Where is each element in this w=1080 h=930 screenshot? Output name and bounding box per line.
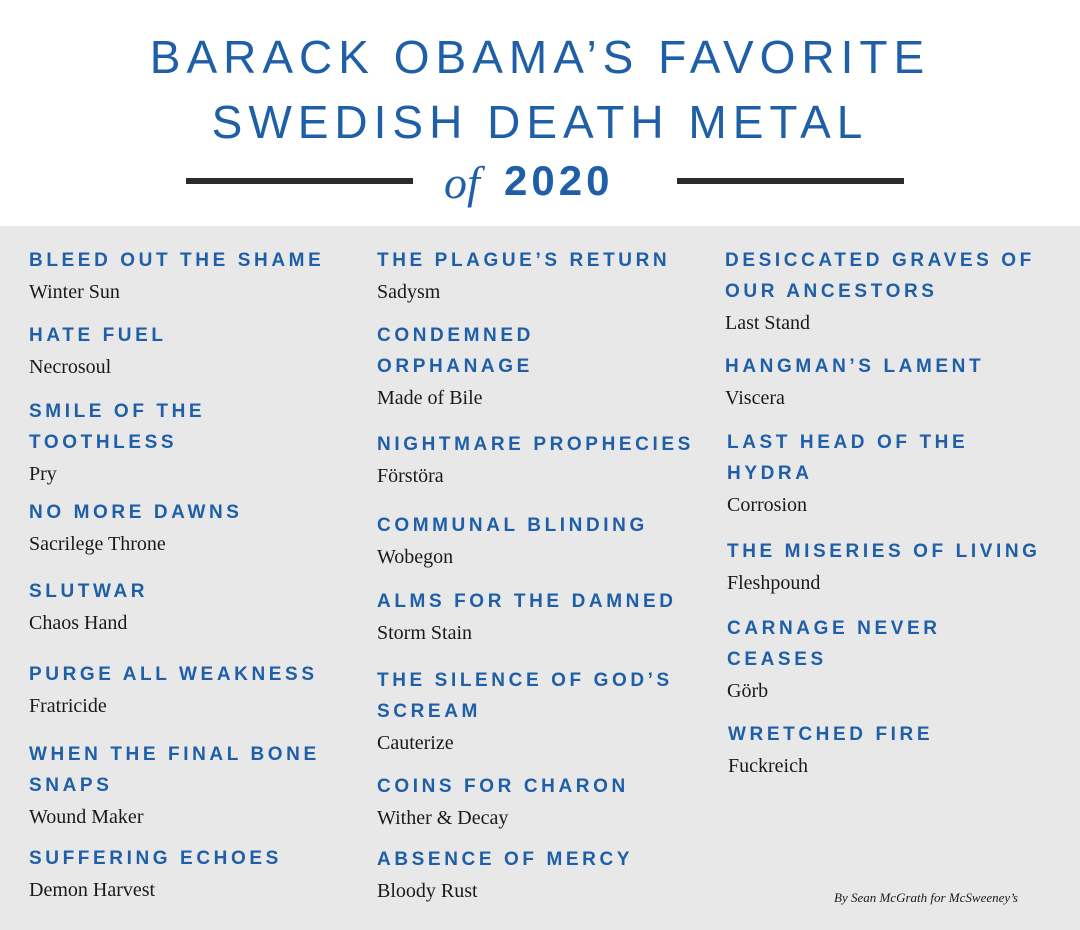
band-name: Corrosion bbox=[727, 494, 807, 516]
band-name: Storm Stain bbox=[377, 622, 473, 644]
list-item bbox=[377, 665, 717, 756]
song-title: DESICCATED GRAVES OF OUR ANCESTORS bbox=[725, 250, 1035, 302]
list-item bbox=[29, 396, 259, 487]
title-of-word: of bbox=[444, 157, 480, 208]
list-item bbox=[377, 320, 617, 411]
right-divider-rule bbox=[677, 178, 904, 184]
band-name: Cauterize bbox=[377, 732, 454, 754]
song-title: CARNAGE NEVER CEASES bbox=[727, 618, 941, 670]
list-item bbox=[29, 576, 369, 636]
list-item bbox=[377, 245, 717, 305]
list-item bbox=[377, 429, 717, 489]
song-title: THE SILENCE OF GOD’S SCREAM bbox=[377, 670, 673, 722]
song-title: BLEED OUT THE SHAME bbox=[29, 250, 325, 271]
band-name: Bloody Rust bbox=[377, 880, 478, 902]
list-item bbox=[377, 771, 717, 831]
band-name: Fuckreich bbox=[728, 755, 808, 777]
band-name: Fleshpound bbox=[727, 572, 821, 594]
list-item bbox=[377, 586, 717, 646]
band-name: Sacrilege Throne bbox=[29, 533, 166, 555]
song-title: WRETCHED FIRE bbox=[728, 724, 934, 745]
band-name: Sadysm bbox=[377, 281, 441, 303]
band-name: Necrosoul bbox=[29, 356, 112, 378]
list-item bbox=[29, 245, 369, 305]
title-header bbox=[0, 0, 1080, 226]
list-item bbox=[727, 427, 997, 518]
band-name: Görb bbox=[727, 680, 769, 702]
list-item bbox=[728, 719, 1068, 779]
song-title: SLUTWAR bbox=[29, 581, 149, 602]
song-title: HATE FUEL bbox=[29, 325, 167, 346]
left-divider-rule bbox=[186, 178, 413, 184]
band-name: Last Stand bbox=[725, 312, 810, 334]
list-item bbox=[29, 320, 369, 380]
byline-credit: By Sean McGrath for McSweeney’s bbox=[834, 890, 1018, 905]
song-title: COMMUNAL BLINDING bbox=[377, 515, 648, 536]
song-title: NO MORE DAWNS bbox=[29, 502, 243, 523]
band-name: Chaos Hand bbox=[29, 612, 128, 634]
band-name: Wound Maker bbox=[29, 806, 144, 828]
band-name: Viscera bbox=[725, 387, 785, 409]
band-name: Wobegon bbox=[377, 546, 454, 568]
song-title: THE MISERIES OF LIVING bbox=[727, 541, 1041, 562]
song-title: COINS FOR CHARON bbox=[377, 776, 629, 797]
list-item bbox=[29, 659, 369, 719]
song-title: THE PLAGUE’S RETURN bbox=[377, 250, 671, 271]
title-line-1: BARACK OBAMA’S FAVORITE bbox=[149, 31, 931, 83]
song-title: CONDEMNED ORPHANAGE bbox=[377, 325, 534, 377]
song-title: ALMS FOR THE DAMNED bbox=[377, 591, 677, 612]
song-title: SUFFERING ECHOES bbox=[29, 848, 282, 869]
song-title: SMILE OF THE TOOTHLESS bbox=[29, 401, 206, 453]
song-title: ABSENCE OF MERCY bbox=[377, 849, 634, 870]
band-name: Made of Bile bbox=[377, 387, 483, 409]
band-name: Förstöra bbox=[377, 465, 444, 487]
band-name: Pry bbox=[29, 463, 57, 485]
band-name: Winter Sun bbox=[29, 281, 120, 303]
list-item bbox=[377, 844, 717, 904]
song-title: HANGMAN’S LAMENT bbox=[725, 356, 985, 377]
list-item bbox=[725, 351, 1065, 411]
list-item bbox=[727, 613, 967, 704]
song-title: WHEN THE FINAL BONE SNAPS bbox=[29, 744, 320, 796]
song-title: NIGHTMARE PROPHECIES bbox=[377, 434, 694, 455]
band-name: Wither & Decay bbox=[377, 807, 509, 829]
list-item bbox=[727, 536, 1067, 596]
title-line-2: SWEDISH DEATH METAL bbox=[211, 96, 869, 148]
song-title: LAST HEAD OF THE HYDRA bbox=[727, 432, 969, 484]
title-year-row bbox=[0, 154, 1080, 210]
list-item bbox=[29, 497, 369, 557]
list-item bbox=[29, 843, 369, 903]
band-name: Demon Harvest bbox=[29, 879, 156, 901]
list-item bbox=[725, 245, 1055, 336]
song-title: PURGE ALL WEAKNESS bbox=[29, 664, 318, 685]
band-name: Fratricide bbox=[29, 695, 107, 717]
title-year: 2020 bbox=[504, 157, 614, 204]
list-item bbox=[377, 510, 717, 570]
list-item bbox=[29, 739, 369, 830]
